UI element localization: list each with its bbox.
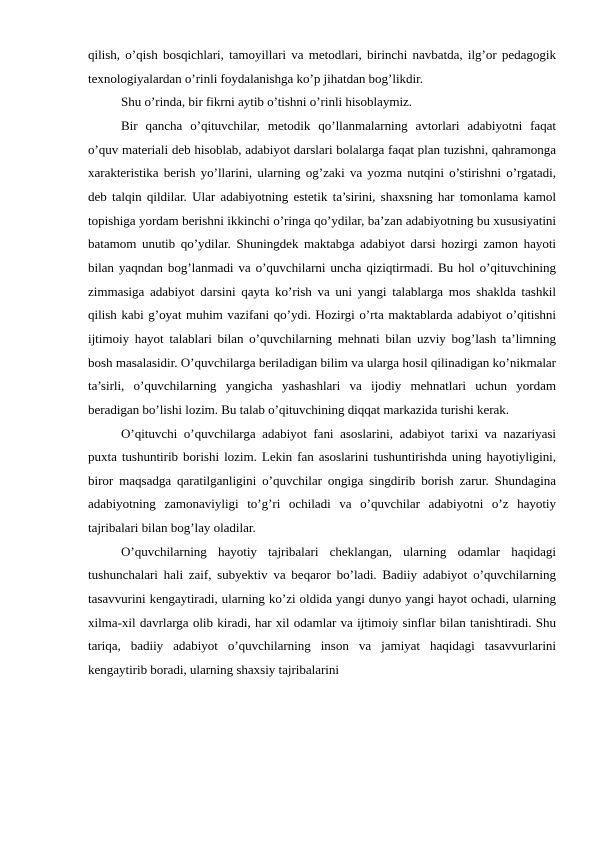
paragraph-students-experience: O’quvchilarning hayotiy tajribalari cheklangan, ularning odamlar haqidagi tushunchalari hali zaif, subyektiv va beqaror bo’ladi. Badiiy adabiyot o’quvchilarning tasavvurini kengaytiradi, ularning ko’zi oldida yangi dunyo yangi hayot ochadi, ularning xilma-xil davrlarga olib kiradi, har xil odamlar va ijtimoiy sinflar bilan tanishtiradi. Shu tariqa, badiiy adabiyot o’quvchilarning inson va jamiyat haqidagi tasavvurlarini kengaytirib boradi, ularning shaxsiy tajribalarini bbox=[88, 543, 556, 678]
paragraph-teachers-view: Bir qancha o’qituvchilar, metodik qo’llanmalarning avtorlari adabiyotni faqat o’quv materiali deb hisoblab, adabiyot darslari bolalarga faqat plan tuzishni, qahramonga xarakteristika berish yo’llarini, ularning og’zaki va yozma nutqini o’stirishni o’rgatadi, deb talqin qildilar. Ular adabiyotning estetik ta’sirini, shaxsning har tomonlama kamol topishiga yordam berishni ikkinchi o’ringa qo’ydilar, ba’zan adabiyotning bu xususiyatini batamom unutib qo’ydilar. Shuningdek maktabga adabiyot darsi hozirgi zamon hayoti bilan yaqndan bog’lanmadi va o’quvchilarni uncha qiziqtirmadi. Bu hol o’qituvchining zimmasiga adabiyot darsini qayta ko’rish va uni yangi talablarga mos shaklda tashkil qilish kabi g’oyat muhim vazifani qo’ydi. Hozirgi o’rta maktablarda adabiyot o’qitishni ijtimoiy hayot talablari bilan o’quvchilarning mehnati bilan uzviy bog’lash ta’limning bosh masalasidir. O’quvchilarga beriladigan bilim va ularga hosil qilinadigan ko’nikmalar ta’sirli, o’quvchilarning yangicha yashashlari va ijodiy mehnatlari uchun yordam beradigan bo’lishi lozim. Bu talab o’qituvchining diqqat markazida turishi kerak. bbox=[88, 117, 556, 417]
document-page bbox=[88, 43, 556, 682]
paragraph-intro-thought: Shu o’rinda, bir fikrni aytib o’tishni o’rinli hisoblaymiz. bbox=[121, 94, 413, 110]
paragraph-teacher-duty: O’qituvchi o’quvchilarga adabiyot fani asoslarini, adabiyot tarixi va nazariyasi puxta tushuntirib borishi lozim. Lekin fan asoslarini tushuntirishda uning hayotiyligini, biror maqsadga qaratilganligini o’quvchilar ongiga singdirib borish zarur. Shundagina adabiyotning zamonaviyligi to’g’ri ochiladi va o’quvchilar adabiyotni o’z hayotiy tajribalari bilan bog’lay oladilar. bbox=[88, 425, 556, 536]
paragraph-continuation: qilish, o’qish bosqichlari, tamoyillari va metodlari, birinchi navbatda, ilg’or pedagogik texnologiyalardan o’rinli foydalanishga ko’p jihatdan bog’likdir. bbox=[88, 47, 556, 86]
